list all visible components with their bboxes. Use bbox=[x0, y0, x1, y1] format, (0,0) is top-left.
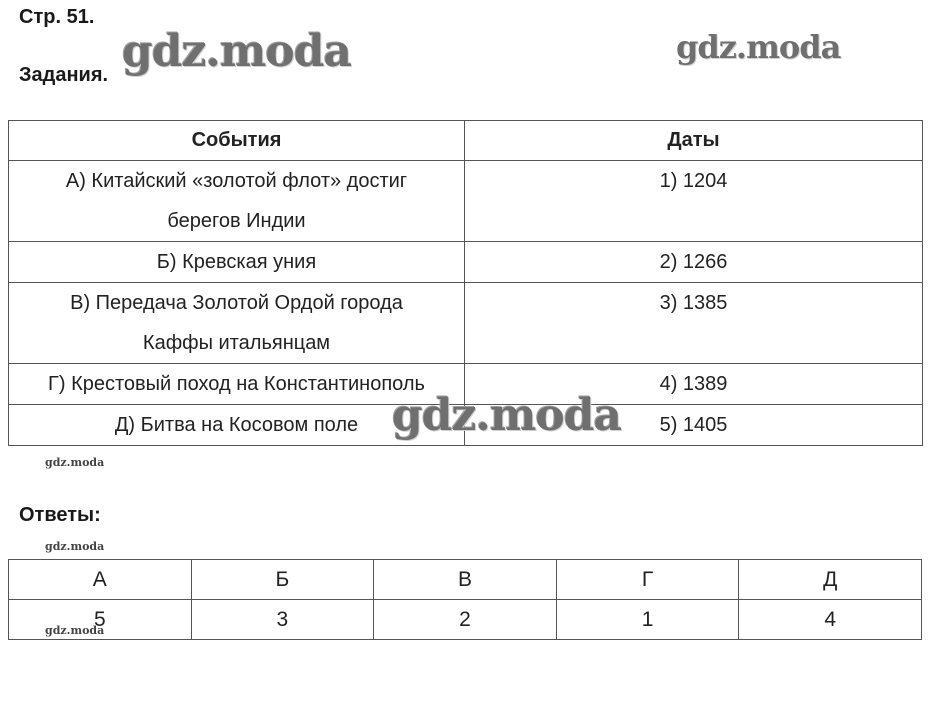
table-header-row bbox=[9, 121, 923, 161]
event-text: Г) Крестовый поход на Константинополь bbox=[48, 373, 425, 395]
date-cell: 2) 1266 bbox=[465, 242, 923, 283]
answer-number-cell: 3 bbox=[191, 600, 374, 640]
event-text: берегов Индии bbox=[167, 210, 306, 232]
date-cell: 3) 1385 bbox=[465, 283, 923, 364]
answers-table bbox=[8, 559, 922, 640]
answer-letter-cell: Г bbox=[556, 560, 739, 600]
answer-letter-cell: В bbox=[374, 560, 557, 600]
events-column-header: События bbox=[9, 121, 465, 161]
event-cell bbox=[9, 161, 465, 242]
watermark-small: gdz.moda bbox=[45, 456, 105, 469]
date-cell: 4) 1389 bbox=[465, 364, 923, 405]
answer-letter-cell: А bbox=[9, 560, 192, 600]
date-cell: 1) 1204 bbox=[465, 161, 923, 242]
event-cell bbox=[9, 242, 465, 283]
answers-letters-row bbox=[9, 560, 922, 600]
watermark-small: gdz.moda bbox=[45, 540, 105, 553]
event-cell bbox=[9, 283, 465, 364]
answer-number-cell: 1 bbox=[556, 600, 739, 640]
event-text: Д) Битва на Косовом поле bbox=[114, 414, 359, 436]
answer-number-cell: 2 bbox=[374, 600, 557, 640]
event-text: А) Китайский «золотой флот» достиг bbox=[65, 170, 408, 192]
date-cell: 5) 1405 bbox=[465, 405, 923, 446]
watermark-small: gdz.moda bbox=[45, 624, 105, 637]
event-text: Б) Кревская уния bbox=[156, 251, 317, 273]
watermark-logo: gdz.moda bbox=[676, 28, 841, 66]
watermark-logo: gdz.moda bbox=[392, 390, 622, 441]
answers-label: Ответы: bbox=[19, 504, 101, 526]
answer-letter-cell: Д bbox=[739, 560, 922, 600]
answer-letter-cell: Б bbox=[191, 560, 374, 600]
table-row bbox=[9, 283, 923, 364]
answer-number-cell: 4 bbox=[739, 600, 922, 640]
page-label: Стр. 51. bbox=[19, 6, 95, 28]
dates-column-header: Даты bbox=[465, 121, 923, 161]
answers-numbers-row bbox=[9, 600, 922, 640]
answer-number-cell: 5 bbox=[9, 600, 192, 640]
event-text: Каффы итальянцам bbox=[142, 332, 331, 354]
watermark-logo: gdz.moda bbox=[122, 26, 352, 77]
event-text: В) Передача Золотой Ордой города bbox=[70, 292, 403, 314]
table-row bbox=[9, 161, 923, 242]
task-label: Задания. bbox=[19, 64, 109, 86]
table-row bbox=[9, 242, 923, 283]
